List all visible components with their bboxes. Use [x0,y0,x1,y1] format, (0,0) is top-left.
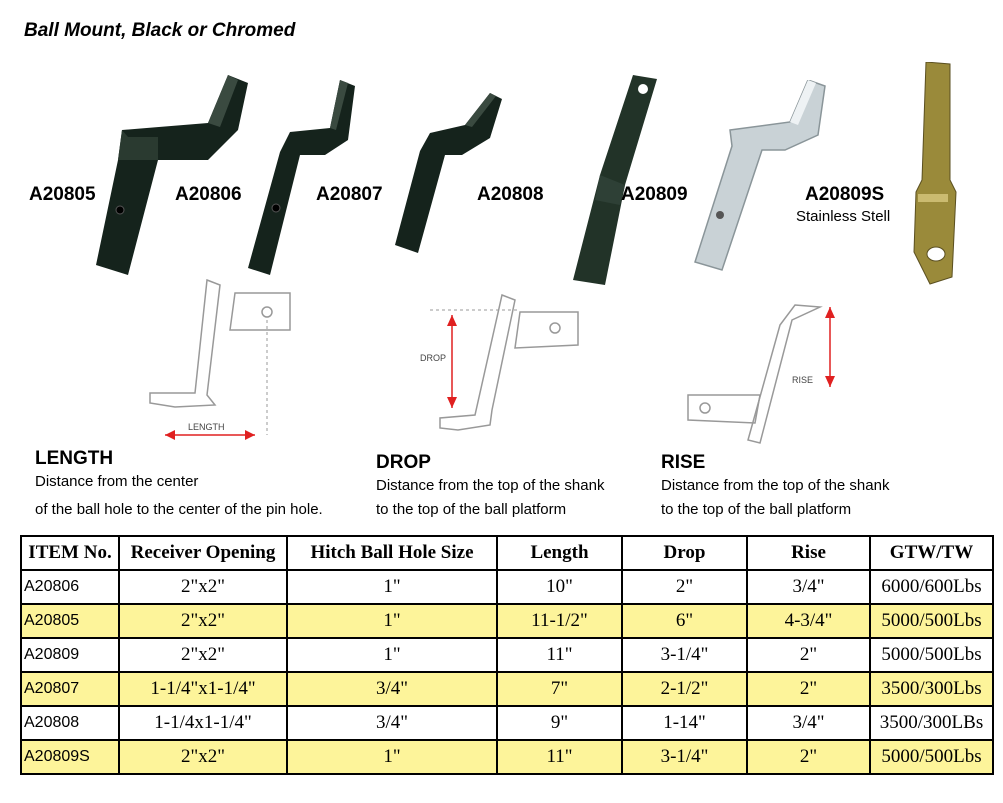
cell-drop: 6" [622,604,747,638]
rise-description-line1: Distance from the top of the shank [661,477,890,494]
spec-table [20,535,994,775]
rise-diagram-label: RISE [792,375,814,385]
cell-length: 9" [497,706,622,740]
cell-item-no: A20809 [21,638,119,672]
table-row [21,638,993,672]
cell-gtw-tw: 6000/600Lbs [870,570,993,604]
header-gtw-tw: GTW/TW [870,536,993,570]
drop-diagram [420,290,590,445]
product-code-a20808: A20808 [477,184,544,205]
cell-gtw-tw: 3500/300LBs [870,706,993,740]
cell-hitch-ball-hole-size: 1" [287,604,497,638]
rise-description-line2: to the top of the ball platform [661,501,852,518]
header-drop: Drop [622,536,747,570]
header-hitch-ball-hole-size: Hitch Ball Hole Size [287,536,497,570]
cell-item-no: A20809S [21,740,119,774]
cell-hitch-ball-hole-size: 1" [287,570,497,604]
product-code-a20809: A20809 [621,184,688,205]
table-row [21,740,993,774]
cell-gtw-tw: 3500/300Lbs [870,672,993,706]
cell-length: 11-1/2" [497,604,622,638]
page-title: Ball Mount, Black or Chromed [24,20,296,41]
table-row [21,604,993,638]
rise-title: RISE [661,452,706,473]
product-code-a20809s: A20809S [805,184,885,205]
cell-receiver-opening: 2"x2" [119,570,287,604]
product-code-a20807: A20807 [316,184,383,205]
product-image-a20807 [390,93,505,258]
table-header-row [21,536,993,570]
drop-description-line2: to the top of the ball platform [376,501,567,518]
cell-receiver-opening: 1-1/4x1-1/4" [119,706,287,740]
cell-gtw-tw: 5000/500Lbs [870,604,993,638]
cell-length: 10" [497,570,622,604]
cell-item-no: A20808 [21,706,119,740]
cell-receiver-opening: 2"x2" [119,638,287,672]
table-row [21,570,993,604]
cell-drop: 3-1/4" [622,740,747,774]
cell-length: 11" [497,638,622,672]
cell-hitch-ball-hole-size: 1" [287,740,497,774]
cell-item-no: A20806 [21,570,119,604]
cell-receiver-opening: 2"x2" [119,604,287,638]
drop-diagram-label: DROP [420,353,447,363]
cell-rise: 3/4" [747,706,870,740]
cell-drop: 1-14" [622,706,747,740]
cell-rise: 3/4" [747,570,870,604]
product-image-a20809 [690,80,835,275]
drop-description-line1: Distance from the top of the shank [376,477,605,494]
table-row [21,706,993,740]
product-image-a20805 [88,75,253,285]
cell-drop: 2" [622,570,747,604]
product-code-a20806: A20806 [175,184,242,205]
cell-receiver-opening: 1-1/4"x1-1/4" [119,672,287,706]
cell-item-no: A20807 [21,672,119,706]
cell-length: 7" [497,672,622,706]
product-image-a20808 [545,75,665,290]
cell-hitch-ball-hole-size: 1" [287,638,497,672]
cell-rise: 2" [747,740,870,774]
cell-drop: 2-1/2" [622,672,747,706]
length-description-line1: Distance from the center [35,473,199,490]
product-code-a20805: A20805 [29,184,96,205]
cell-hitch-ball-hole-size: 3/4" [287,706,497,740]
cell-drop: 3-1/4" [622,638,747,672]
product-image-a20809s [900,62,960,287]
length-diagram-label: LENGTH [188,422,225,432]
cell-rise: 4-3/4" [747,604,870,638]
header-rise: Rise [747,536,870,570]
length-diagram [135,275,370,445]
length-description-line2: of the ball hole to the center of the pin hole. [35,501,323,518]
drop-title: DROP [376,452,431,473]
cell-gtw-tw: 5000/500Lbs [870,740,993,774]
cell-gtw-tw: 5000/500Lbs [870,638,993,672]
cell-rise: 2" [747,672,870,706]
cell-receiver-opening: 2"x2" [119,740,287,774]
product-image-a20806 [240,80,360,280]
length-title: LENGTH [35,448,114,469]
header-receiver-opening: Receiver Opening [119,536,287,570]
cell-hitch-ball-hole-size: 3/4" [287,672,497,706]
header-item-no: ITEM No. [21,536,119,570]
header-length: Length [497,536,622,570]
cell-rise: 2" [747,638,870,672]
cell-item-no: A20805 [21,604,119,638]
table-row [21,672,993,706]
rise-diagram [680,295,845,445]
product-subtitle-a20809s: Stainless Stell [796,208,891,225]
cell-length: 11" [497,740,622,774]
